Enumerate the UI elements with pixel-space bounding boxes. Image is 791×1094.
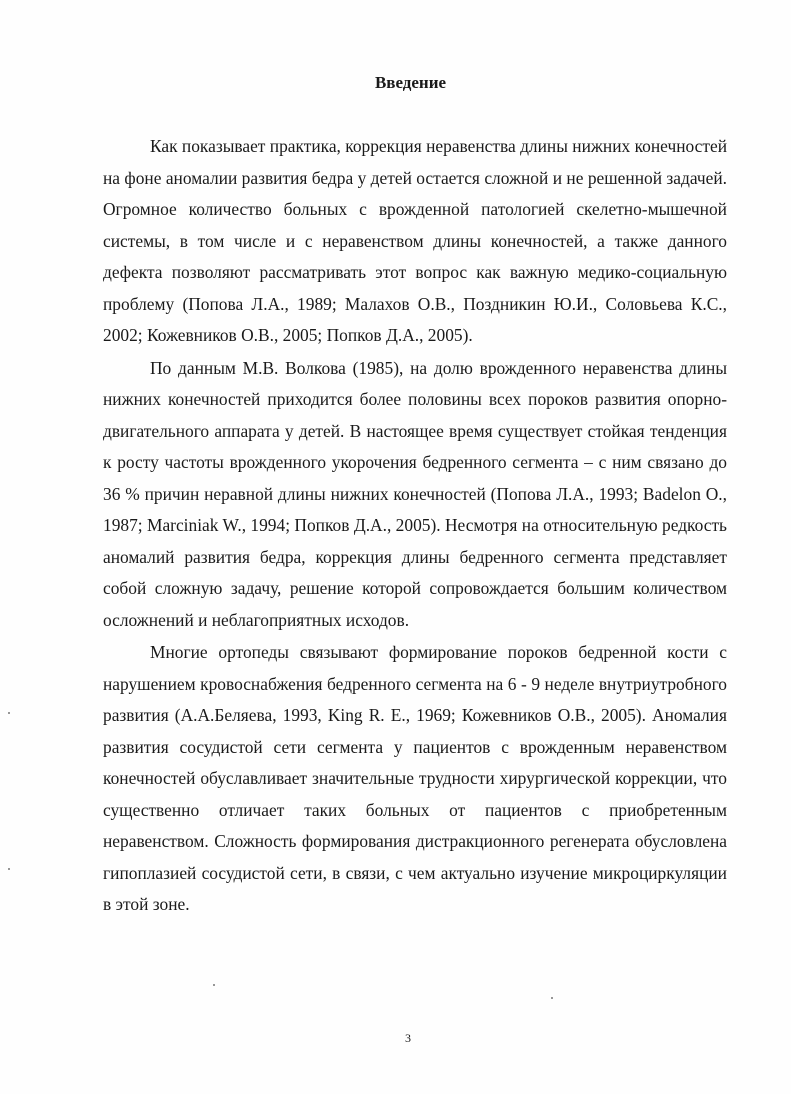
page-number: 3	[405, 1031, 411, 1045]
paragraph-1: Как показывает практика, коррекция неравенства длины нижних конечностей на фоне аномалии развития бедра у детей остается сложной и не решенной задачей. Огромное количество больных с врожденной патологией скелетно-мышечной системы, в том числе и с неравенством длины конечностей, а также данного дефекта позволяют рассматривать этот вопрос как важную медико-социальную проблему (Попова Л.А., 1989; Малахов О.В., Поздникин Ю.И., Соловьева К.С., 2002; Кожевников О.В., 2005; Попков Д.А., 2005).	[103, 136, 727, 345]
scan-speck	[8, 868, 10, 870]
scan-speck	[8, 712, 10, 714]
scan-speck	[551, 997, 553, 999]
body-text	[103, 131, 727, 921]
paragraph-2: По данным М.В. Волкова (1985), на долю врожденного неравенства длины нижних конечностей приходится более половины всех пороков развития опорно-двигательного аппарата у детей. В настоящее время существует стойкая тенденция к росту частоты врожденного укорочения бедренного сегмента – с ним связано до 36 % причин неравной длины нижних конечностей (Попова Л.А., 1993; Badelon O., 1987; Marciniak W., 1994; Попков Д.А., 2005). Несмотря на относительную редкость аномалий развития бедра, коррекция длины бедренного сегмента представляет собой сложную задачу, решение которой сопровождается большим количеством осложнений и неблагоприятных исходов.	[103, 357, 727, 630]
paragraph-3: Многие ортопеды связывают формирование пороков бедренной кости с нарушением кровоснабжения бедренного сегмента на 6 - 9 неделе внутриутробного развития (А.А.Беляева, 1993, King R. E., 1969; Кожевников О.В., 2005). Аномалия развития сосудистой сети сегмента у пациентов с врожденным неравенством конечностей обуславливает значительные трудности хирургической коррекции, что существенно отличает таких больных от пациентов с приобретенным неравенством. Сложность формирования дистракционного регенерата обусловлена гипоплазией сосудистой сети, в связи, с чем актуально изучение микроциркуляции в этой зоне.	[103, 642, 727, 914]
page-title: Введение	[374, 73, 447, 92]
scan-speck	[213, 984, 215, 986]
